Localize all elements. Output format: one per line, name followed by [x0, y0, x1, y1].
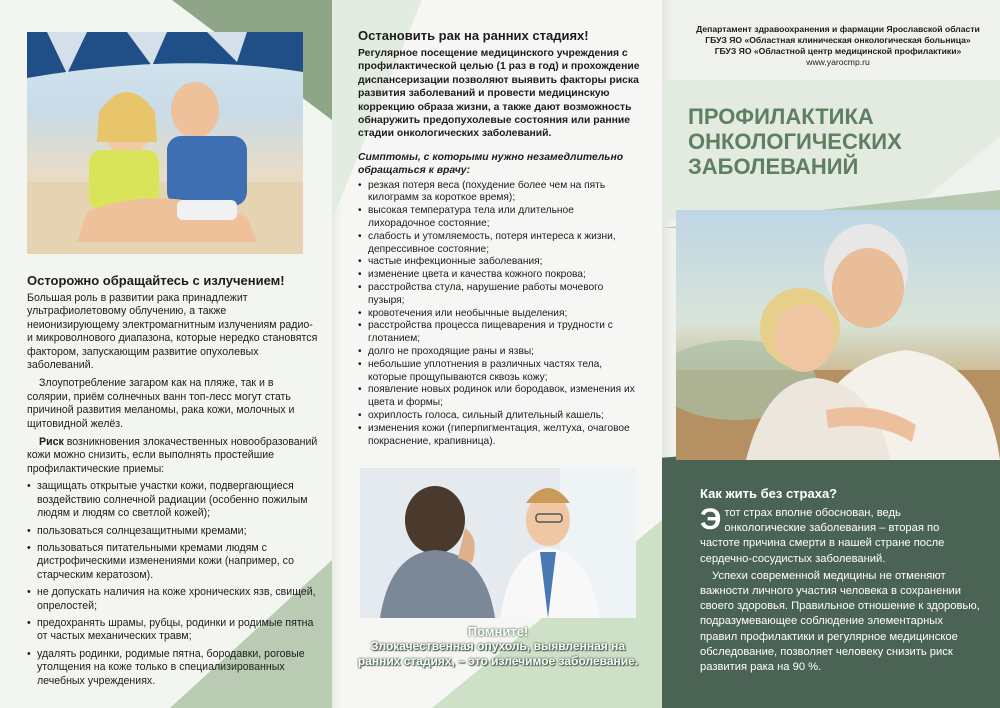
radiation-heading: Осторожно обращайтесь с излучением! [27, 273, 285, 288]
radiation-section [27, 273, 319, 688]
fear-para2: Успехи современной медицины не отменяют важности личного участия человека в сохранении своего здоровья. Правильное отношение к здоровью, подразумевающее соблюдение элементарных правил профилактики и регулярное медицинское обследование, позволяет человеку снизить риск развития рака на 90 %. [700, 569, 980, 674]
org-line: ГБУЗ ЯО «Областная клиническая онкологическая больница» [705, 35, 971, 45]
org-line: ГБУЗ ЯО «Областной центр медицинской профилактики» [714, 46, 962, 56]
list-item: • предохранять шрамы, рубцы, родинки и родимые пятна от частых механических травм; [27, 617, 319, 644]
fear-para1-text: тот страх вполне обоснован, ведь онкологические заболевания – вторая по частоте причина смерти в нашей стране после сердечно-сосудистых заболеваний. [700, 507, 945, 565]
list-item: • расстройства стула, нарушение работы мочевого пузыря; [358, 282, 642, 308]
list-item: • не допускать наличия на коже хронических язв, свищей, опрелостей; [27, 586, 319, 613]
remember-box [352, 624, 644, 669]
list-item: • пользоваться питательными кремами людям с дистрофическими изменениями кожи (например, со старческим кератозом). [27, 542, 319, 582]
title-line: ЗАБОЛЕВАНИЙ [688, 154, 859, 179]
list-item: • частые инфекционные заболевания; [358, 256, 642, 269]
early-stage-intro: Регулярное посещение медицинского учреждения с профилактической целью (1 раз в год) и прохождение диспансеризации позволяют выявить факторы риска развития заболеваний и провести медицинскую коррекцию образа жизни, а также дают возможность обнаружить предопухолевые состояния или ранние стадии онкологических заболеваний. [358, 48, 640, 140]
fear-para1 [700, 503, 982, 567]
list-item: • изменения кожи (гиперпигментация, желтуха, очаговое покраснение, крапивница). [358, 423, 642, 449]
photo-couple-beach [27, 32, 303, 254]
list-item: • слабость и утомляемость, потеря интереса к жизни, депрессивное состояние; [358, 231, 642, 257]
photo-doctor-patient [360, 468, 636, 618]
list-item: • кровотечения или необычные выделения; [358, 308, 642, 321]
remember-title: Помните! [467, 624, 529, 639]
dropcap: Э [700, 503, 722, 536]
remember-text: Злокачественная опухоль, выявленная на ранних стадиях, – это излечимое заболевание. [357, 639, 639, 668]
risk-text: возникновения злокачественных новообразований кожи можно снизить, если выполнять простейшие профилактические приемы: [27, 436, 318, 475]
radiation-para3 [27, 436, 319, 476]
title-line: ОНКОЛОГИЧЕСКИХ [688, 129, 902, 154]
list-item: • пользоваться солнцезащитными кремами; [27, 525, 319, 538]
list-item: • изменение цвета и качества кожного покрова; [358, 269, 642, 282]
list-item: • высокая температура тела или длительное лихорадочное состояние; [358, 205, 642, 231]
early-stage-heading: Остановить рак на ранних стадиях! [358, 28, 589, 43]
photo-senior-couple [676, 210, 1000, 460]
list-item: • удалять родинки, родимые пятна, бородавки, роговые утолщения на коже только в специализированных лечебных учреждениях. [27, 648, 319, 688]
early-stage-section [358, 28, 642, 448]
list-item: • защищать открытые участки кожи, подвергающиеся воздействию солнечной радиации (особенно пожилым людям и людям со светлой кожей); [27, 480, 319, 520]
list-item: • охриплость голоса, сильный длительный кашель; [358, 410, 642, 423]
list-item: • резкая потеря веса (похудение более чем на пять килограмм за короткое время); [358, 180, 642, 206]
website-url: www.yarocmp.ru [806, 57, 870, 67]
list-item: • расстройства процесса пищеварения и трудности с глотанием; [358, 320, 642, 346]
symptoms-list [358, 180, 642, 449]
risk-word: Риск [39, 436, 64, 449]
list-item: • долго не проходящие раны и язвы; [358, 346, 642, 359]
org-line: Департамент здравоохранения и фармации Ярославской области [696, 24, 980, 34]
fear-heading: Как жить без страха? [700, 486, 838, 501]
prevention-list [27, 480, 319, 688]
fear-section [700, 486, 982, 675]
brochure-title [688, 104, 988, 179]
symptoms-heading: Симптомы, с которыми нужно незамедлительно обращаться к врачу: [358, 151, 624, 177]
radiation-para2: Злоупотребление загаром как на пляже, так и в солярии, приём солнечных ванн топ-лесс могут стать причиной развития меланомы, рака кожи, молочных и щитовидной желёз. [27, 377, 295, 430]
organization-block [676, 24, 1000, 68]
title-line: ПРОФИЛАКТИКА [688, 104, 874, 129]
list-item: • небольшие уплотнения в различных частях тела, которые прощупываются сквозь кожу; [358, 359, 642, 385]
list-item: • появление новых родинок или бородавок, изменения их цвета и формы; [358, 384, 642, 410]
radiation-para1: Большая роль в развитии рака принадлежит ультрафиолетовому облучению, а также неионизирующему электромагнитным излучениям радио- и микроволнового диапазона, которые нередко становятся фактором, запускающим развитие опухолевых заболеваний. [27, 292, 318, 372]
